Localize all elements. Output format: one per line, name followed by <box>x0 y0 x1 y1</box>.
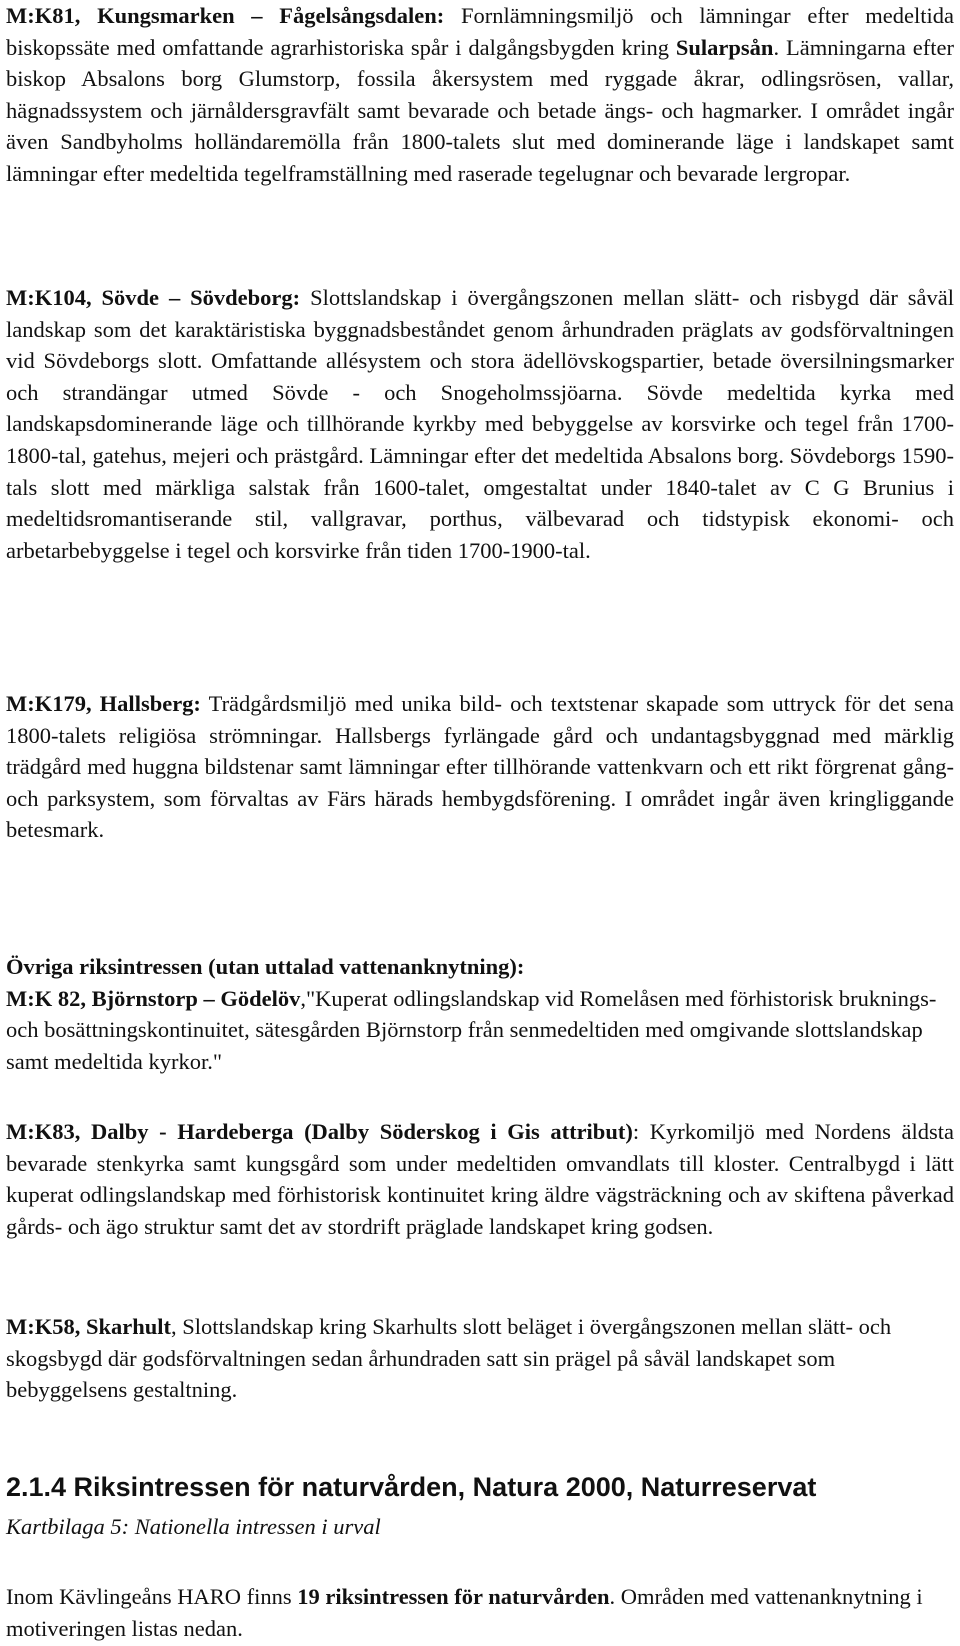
paragraph-mk58 <box>6 1311 954 1406</box>
paragraph-mk104 <box>6 282 954 566</box>
paragraph-ovriga <box>6 951 954 1077</box>
paragraph-mk179 <box>6 688 954 846</box>
naturvard-text-a: Inom Kävlingeåns HARO finns <box>6 1584 298 1609</box>
mk83-lead: M:K83, Dalby - Hardeberga (Dalby Söderskog i Gis attribut) <box>6 1119 633 1144</box>
mk58-text: , Slottslandskap kring Skarhults slott beläget i övergångszonen mellan slätt- och skogsbygd där godsförvaltningen sedan århundraden satt sin prägel på såväl landskapet som bebyggelsens gestaltning. <box>6 1314 892 1403</box>
mk104-text: Slottslandskap i övergångszonen mellan slätt- och risbygd där såväl landskap som det karaktäristiska byggnadsbeståndet genom århundraden präglats av godsförvaltningen vid Sövdeborgs slott. Omfattande allésystem och stora ädellövskogspartier, betade översilningsmarker och strandängar utmed Sövde - och Snogeholmssjöarna. Sövde medeltida kyrka med landskapsdominerande läge och tillhörande kyrkby med bebyggelse av korsvirke och tegel från 1700-1800-tal, gatehus, mejeri och prästgård. Lämningar efter det medeltida Absalons borg. Sövdeborgs 1590-tals slott med märkliga salstak från 1600-talet, omgestaltat under 1840-talet av C G Brunius i medeltidsromantiserande stil, vallgravar, porthus, välbevarad och tidstypisk ekonomi- och arbetarbebyggelse i tegel och korsvirke från tiden 1700-1900-tal. <box>6 285 954 563</box>
mk81-lead: M:K81, Kungsmarken – Fågelsångsdalen: <box>6 3 445 28</box>
mk81-bold-sularpsan: Sularpsån <box>675 34 774 60</box>
mk81-text-b: . Lämningarna efter biskop Absalons borg Glumstorp, fossila åkersystem med ryggade åkrar, odlingsrösen, vallar, hägnadssystem och järnåldersgravfält samt bevarade och betade ängs- och hagmarker. I området ingår även Sandbyholms holländaremölla från 1800-talets slut med dominerande läge i landskapet samt lämningar efter medeltida tegelframställning med raserade tegelugnar och bevarade lergropar. <box>6 34 954 186</box>
section-heading: 2.1.4 Riksintressen för naturvården, Natura 2000, Naturreservat <box>6 1472 817 1502</box>
mk104-lead: M:K104, Sövde – Sövdeborg: <box>6 285 301 310</box>
mk58-lead: M:K58, Skarhult <box>6 1314 172 1339</box>
naturvard-text-b: . Områden med vattenanknytning i motiveringen listas nedan. <box>6 1584 923 1641</box>
paragraph-mk81 <box>6 0 954 190</box>
mk179-lead: M:K179, Hallsberg: <box>6 691 201 716</box>
paragraph-mk83 <box>6 1116 954 1242</box>
ovriga-heading: Övriga riksintressen (utan uttalad vattenanknytning): <box>6 954 525 979</box>
mk81-text-a: Fornlämningsmiljö och lämningar efter medeltida biskopssäte med omfattande agrarhistoriska spår i dalgångsbygden kring <box>6 3 954 60</box>
mk82-text: ,"Kuperat odlingslandskap vid Romelåsen med förhistorisk bruknings- och bosättningskontinuitet, sätesgården Björnstorp från senmedeltiden med omgivande slottslandskap samt medeltida kyrkor." <box>6 985 937 1074</box>
map-caption: Kartbilaga 5: Nationella intressen i urval <box>6 1514 381 1539</box>
mk82-lead: M:K 82, Björnstorp – Gödelöv <box>6 985 301 1011</box>
mk83-text: : Kyrkomiljö med Nordens äldsta bevarade stenkyrka samt kungsgård som under medeltiden omvandlats till kloster. Centralbygd i lätt kuperat odlingslandskap med förhistorisk kontinuitet kring äldre vägsträckning och av skiftena påverkad gårds- och ägo struktur samt det av stordrift präglade landskapet kring godsen. <box>6 1119 955 1239</box>
mk179-text: Trädgårdsmiljö med unika bild- och textstenar skapade som uttryck för det sena 1800-talets religiösa strömningar. Hallsbergs fyrlängade gård och undantagsbyggnad med märklig trädgård med huggna bildstenar samt lämningar efter tillhörande vattenkvarn och ett rikt förgrenat gång- och parksystem, som förvaltas av Färs härads hembygdsförening. I området ingår även kringliggande betesmark. <box>6 691 954 843</box>
paragraph-naturvard <box>6 1581 954 1644</box>
naturvard-count-bold: 19 riksintressen för naturvården <box>297 1584 610 1609</box>
